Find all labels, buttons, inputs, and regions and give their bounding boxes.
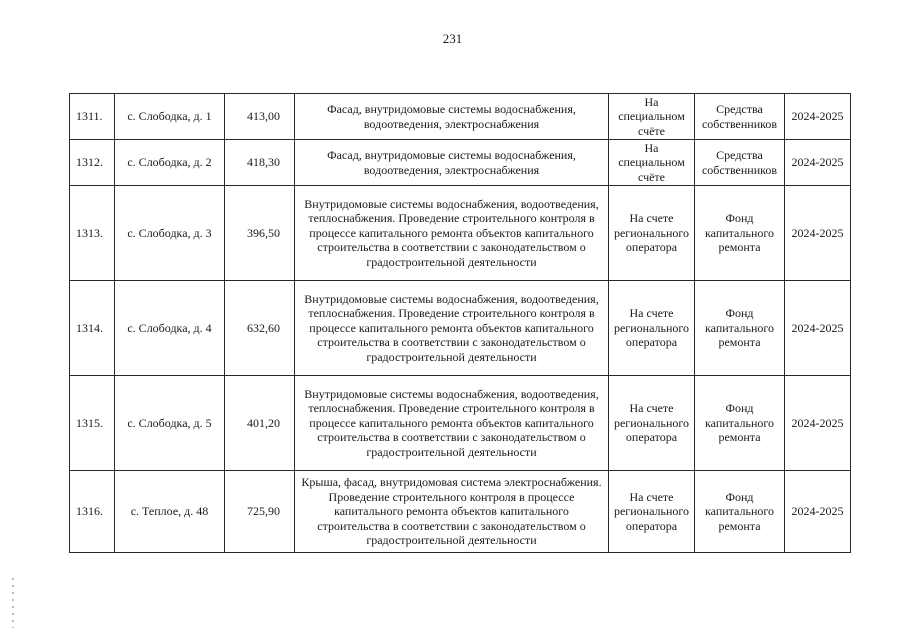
period-cell: 2024-2025 (785, 94, 851, 140)
account-cell: На специальном счёте (609, 140, 695, 186)
area-cell: 725,90 (225, 471, 295, 553)
area-cell: 413,00 (225, 94, 295, 140)
row-number: 1316. (70, 471, 115, 553)
funding-cell: Фонд капитального ремонта (695, 376, 785, 471)
address-cell: с. Слободка, д. 5 (115, 376, 225, 471)
repair-program-table (69, 93, 851, 553)
address-cell: с. Слободка, д. 3 (115, 186, 225, 281)
funding-cell: Фонд капитального ремонта (695, 186, 785, 281)
works-cell: Внутридомовые системы водоснабжения, водоотведения, теплоснабжения. Проведение строительного контроля в процессе капитального ремонта объектов капитального строительства в соответствии с законодательством о градостроительной деятельности (295, 186, 609, 281)
period-cell: 2024-2025 (785, 376, 851, 471)
period-cell: 2024-2025 (785, 140, 851, 186)
area-cell: 632,60 (225, 281, 295, 376)
funding-cell: Фонд капитального ремонта (695, 471, 785, 553)
works-cell: Фасад, внутридомовые системы водоснабжения, водоотведения, электроснабжения (295, 140, 609, 186)
row-number: 1314. (70, 281, 115, 376)
row-number: 1312. (70, 140, 115, 186)
address-cell: с. Теплое, д. 48 (115, 471, 225, 553)
area-cell: 418,30 (225, 140, 295, 186)
area-cell: 401,20 (225, 376, 295, 471)
funding-cell: Средства собственников (695, 94, 785, 140)
works-cell: Фасад, внутридомовые системы водоснабжения, водоотведения, электроснабжения (295, 94, 609, 140)
account-cell: На счете регионального оператора (609, 186, 695, 281)
row-number: 1313. (70, 186, 115, 281)
table-row (70, 376, 851, 471)
table-row (70, 186, 851, 281)
address-cell: с. Слободка, д. 2 (115, 140, 225, 186)
period-cell: 2024-2025 (785, 281, 851, 376)
scan-edge-marks (12, 578, 14, 628)
funding-cell: Средства собственников (695, 140, 785, 186)
row-number: 1315. (70, 376, 115, 471)
address-cell: с. Слободка, д. 1 (115, 94, 225, 140)
table-row (70, 281, 851, 376)
works-cell: Крыша, фасад, внутридомовая система электроснабжения. Проведение строительного контроля в процессе капитального ремонта объектов капитального строительства в соответствии с законодательством о градостроительной деятельности (295, 471, 609, 553)
page-number: 231 (442, 31, 463, 46)
row-number: 1311. (70, 94, 115, 140)
address-cell: с. Слободка, д. 4 (115, 281, 225, 376)
funding-cell: Фонд капитального ремонта (695, 281, 785, 376)
account-cell: На счете регионального оператора (609, 471, 695, 553)
table-row (70, 94, 851, 140)
area-cell: 396,50 (225, 186, 295, 281)
table-row (70, 140, 851, 186)
table-row (70, 471, 851, 553)
period-cell: 2024-2025 (785, 186, 851, 281)
period-cell: 2024-2025 (785, 471, 851, 553)
account-cell: На счете регионального оператора (609, 376, 695, 471)
works-cell: Внутридомовые системы водоснабжения, водоотведения, теплоснабжения. Проведение строительного контроля в процессе капитального ремонта объектов капитального строительства в соответствии с законодательством о градостроительной деятельности (295, 281, 609, 376)
account-cell: На счете регионального оператора (609, 281, 695, 376)
works-cell: Внутридомовые системы водоснабжения, водоотведения, теплоснабжения. Проведение строительного контроля в процессе капитального ремонта объектов капитального строительства в соответствии с законодательством о градостроительной деятельности (295, 376, 609, 471)
account-cell: На специальном счёте (609, 94, 695, 140)
